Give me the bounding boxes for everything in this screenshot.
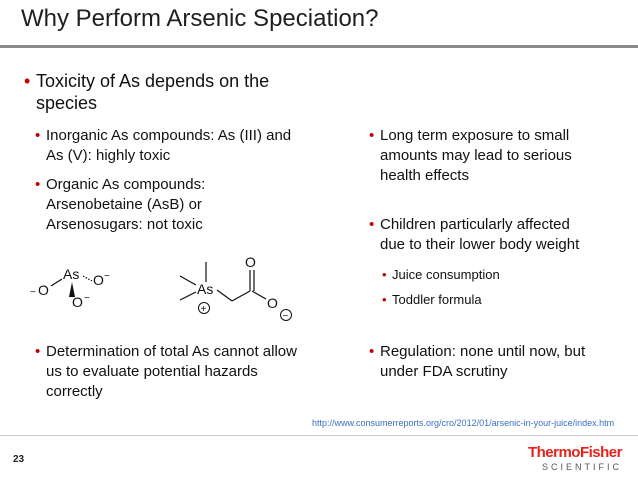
left-bottom-bullet	[35, 342, 297, 402]
footer-divider	[0, 435, 638, 436]
asb-methyl-left	[180, 276, 196, 285]
bullet-dot: •	[35, 343, 41, 360]
right-subbullet-formula	[382, 291, 482, 309]
left-main-bullet-line2: species	[36, 93, 98, 113]
inorganic-line1: Inorganic As compounds: As (III) and	[46, 127, 292, 144]
juice-label: Juice consumption	[392, 267, 500, 282]
source-link[interactable]: http://www.consumerreports.org/cro/2012/01/arsenic-in-your-juice/index.htm	[312, 418, 615, 428]
arsenate-structure	[30, 266, 110, 310]
right-bullet-exposure	[369, 126, 572, 186]
bottom-line3: correctly	[46, 383, 103, 400]
arsenate-minus-right: −	[104, 271, 110, 282]
arsenate-o-left: O	[38, 282, 49, 298]
left-main-bullet	[24, 70, 270, 114]
exposure-line2: amounts may lead to serious	[380, 147, 572, 164]
arsenate-as: As	[63, 266, 80, 282]
organic-line1: Organic As compounds:	[46, 176, 206, 193]
asb-minus-sign: −	[282, 311, 289, 322]
asb-carboxylate-o: O	[267, 295, 278, 311]
arsenate-o-bottom: O	[72, 294, 83, 310]
bullet-dot: •	[369, 343, 375, 360]
bottom-line2: us to evaluate potential hazards	[46, 363, 258, 380]
asb-as: As	[197, 281, 214, 297]
arsenate-minus-left: −	[30, 287, 36, 298]
left-sub-bullet-inorganic	[35, 126, 292, 166]
chemical-structures	[0, 248, 330, 328]
asb-c-bond	[232, 291, 250, 301]
exposure-line3: health effects	[380, 167, 469, 184]
bullet-dot: •	[369, 216, 375, 233]
thermo-fisher-logo	[520, 444, 622, 474]
asb-plus-sign: +	[200, 304, 207, 315]
title-divider	[0, 45, 638, 48]
arsenate-o-right: O	[93, 272, 104, 288]
slide-title: Why Perform Arsenic Speciation?	[21, 5, 379, 32]
logo-line1: ThermoFisher	[527, 444, 622, 461]
formula-label: Toddler formula	[392, 292, 482, 307]
arsenate-minus-bottom: −	[84, 293, 90, 304]
bullet-dot: •	[369, 127, 375, 144]
arsenate-bond-left	[51, 279, 62, 286]
children-line1: Children particularly affected	[380, 216, 570, 233]
children-line2: due to their lower body weight	[380, 236, 580, 253]
organic-line3: Arsenosugars: not toxic	[46, 216, 203, 233]
right-bullet-regulation	[369, 342, 586, 382]
left-main-bullet-line1: Toxicity of As depends on the	[36, 71, 270, 91]
left-sub-bullet-organic	[35, 175, 206, 235]
regulation-line2: under FDA scrutiny	[380, 363, 508, 380]
right-subbullet-juice	[382, 266, 500, 284]
asb-carbonyl-o: O	[245, 254, 256, 270]
organic-line2: Arsenobetaine (AsB) or	[46, 196, 202, 213]
bullet-dot: •	[24, 71, 31, 91]
logo-line2: SCIENTIFIC	[541, 462, 622, 472]
right-bullet-children	[369, 215, 580, 255]
bullet-dot: •	[35, 176, 41, 193]
asb-co-bond	[252, 291, 266, 299]
arsenate-bond-right	[83, 276, 92, 281]
bullet-dot: •	[35, 127, 41, 144]
arsenobetaine-structure	[180, 254, 292, 322]
inorganic-line2: As (V): highly toxic	[46, 147, 171, 164]
bullet-dot: •	[382, 292, 387, 307]
page-number: 23	[13, 454, 25, 465]
exposure-line1: Long term exposure to small	[380, 127, 570, 144]
bottom-line1: Determination of total As cannot allow	[46, 343, 297, 360]
bullet-dot: •	[382, 267, 387, 282]
regulation-line1: Regulation: none until now, but	[380, 343, 586, 360]
asb-methyl-lower	[180, 292, 196, 300]
asb-ch2-bond	[217, 290, 232, 301]
